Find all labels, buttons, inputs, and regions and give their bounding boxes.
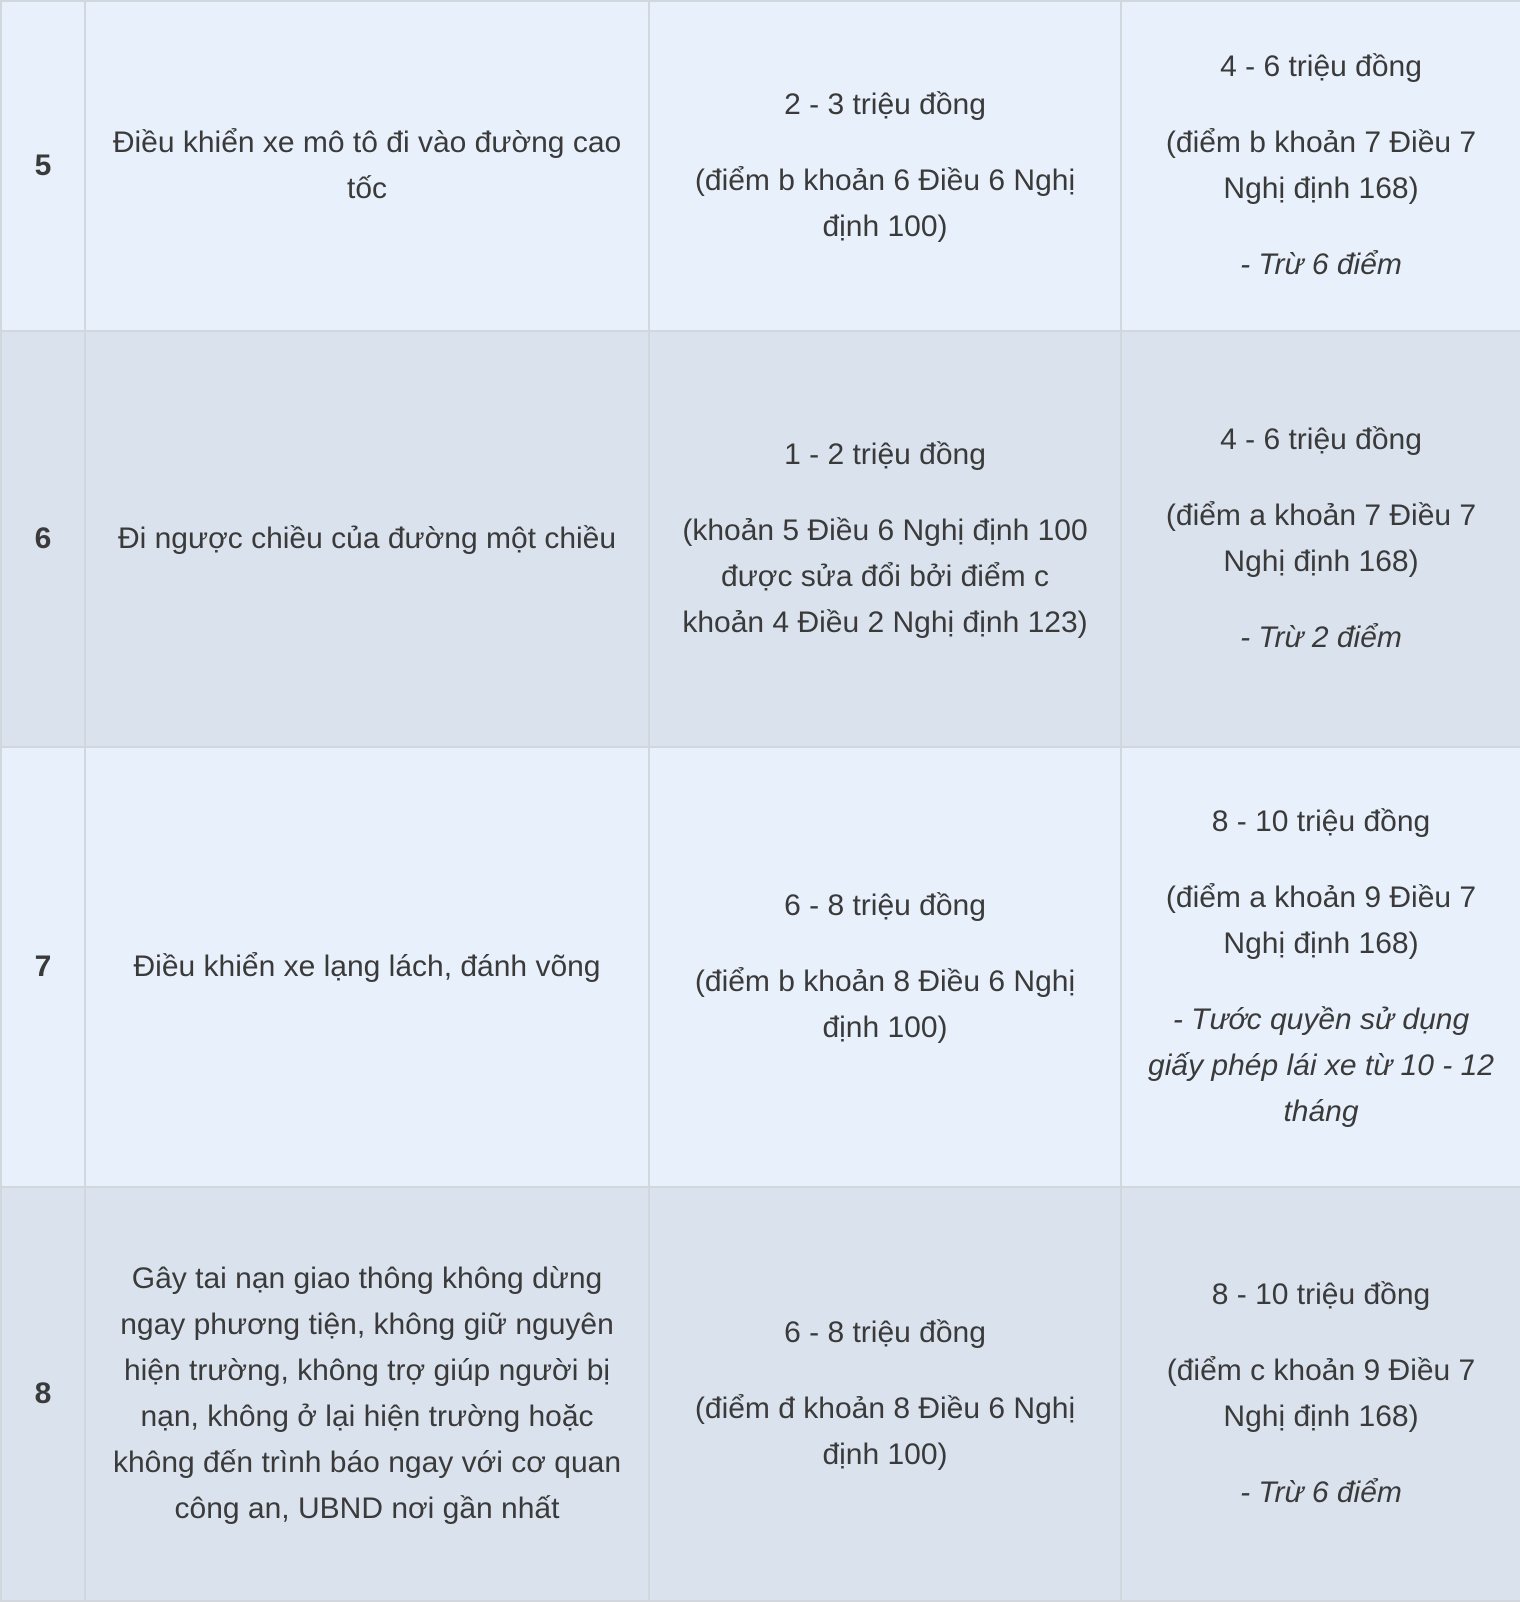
- new-penalty: [1121, 1187, 1520, 1601]
- new-penalty: [1121, 1, 1520, 331]
- new-fine-amount: 4 - 6 triệu đồng: [1220, 50, 1422, 83]
- new-legal-basis: (điểm c khoản 9 Điều 7 Nghị định 168): [1166, 1354, 1476, 1433]
- old-fine-amount: 2 - 3 triệu đồng: [784, 88, 986, 121]
- table-row: [1, 1187, 1520, 1601]
- old-fine-amount: 6 - 8 triệu đồng: [784, 1316, 986, 1349]
- new-fine-amount: 8 - 10 triệu đồng: [1211, 1278, 1431, 1311]
- additional-penalty: - Tước quyền sử dụng giấy phép lái xe từ 10 - 12 tháng: [1148, 1003, 1494, 1128]
- behavior-text: Điều khiển xe lạng lách, đánh võng: [133, 950, 601, 983]
- violation-behavior: [85, 1, 649, 331]
- old-penalty: [649, 747, 1121, 1187]
- row-number: 8: [1, 1187, 85, 1601]
- new-fine-amount: 4 - 6 triệu đồng: [1220, 423, 1422, 456]
- additional-penalty: - Trừ 2 điểm: [1240, 621, 1402, 654]
- old-legal-basis: (điểm đ khoản 8 Điều 6 Nghị định 100): [694, 1392, 1076, 1471]
- old-legal-basis: (khoản 5 Điều 6 Nghị định 100 được sửa đổi bởi điểm c khoản 4 Điều 2 Nghị định 123): [682, 514, 1088, 639]
- old-legal-basis: (điểm b khoản 8 Điều 6 Nghị định 100): [694, 965, 1076, 1044]
- new-penalty: [1121, 747, 1520, 1187]
- old-penalty: [649, 1, 1121, 331]
- row-number: 7: [1, 747, 85, 1187]
- new-fine-amount: 8 - 10 triệu đồng: [1211, 805, 1431, 838]
- row-number: 6: [1, 331, 85, 747]
- violation-behavior: [85, 747, 649, 1187]
- additional-penalty: - Trừ 6 điểm: [1240, 248, 1402, 281]
- violation-behavior: [85, 1187, 649, 1601]
- old-legal-basis: (điểm b khoản 6 Điều 6 Nghị định 100): [694, 164, 1076, 243]
- new-legal-basis: (điểm a khoản 7 Điều 7 Nghị định 168): [1165, 499, 1477, 578]
- table-row: [1, 747, 1520, 1187]
- new-legal-basis: (điểm b khoản 7 Điều 7 Nghị định 168): [1165, 126, 1477, 205]
- table-row: [1, 1, 1520, 331]
- additional-penalty: - Trừ 6 điểm: [1240, 1476, 1402, 1509]
- new-penalty: [1121, 331, 1520, 747]
- old-penalty: [649, 1187, 1121, 1601]
- behavior-text: Đi ngược chiều của đường một chiều: [117, 522, 617, 555]
- violation-behavior: [85, 331, 649, 747]
- old-fine-amount: 1 - 2 triệu đồng: [784, 438, 986, 471]
- old-penalty: [649, 331, 1121, 747]
- table-row: [1, 331, 1520, 747]
- new-legal-basis: (điểm a khoản 9 Điều 7 Nghị định 168): [1165, 881, 1477, 960]
- behavior-text: Gây tai nạn giao thông không dừng ngay phương tiện, không giữ nguyên hiện trường, không trợ giúp người bị nạn, không ở lại hiện trường hoặc không đến trình báo ngay với cơ quan công an, UBND nơi gần nhất: [112, 1262, 622, 1525]
- old-fine-amount: 6 - 8 triệu đồng: [784, 889, 986, 922]
- row-number: 5: [1, 1, 85, 331]
- behavior-text: Điều khiển xe mô tô đi vào đường cao tốc: [112, 126, 622, 205]
